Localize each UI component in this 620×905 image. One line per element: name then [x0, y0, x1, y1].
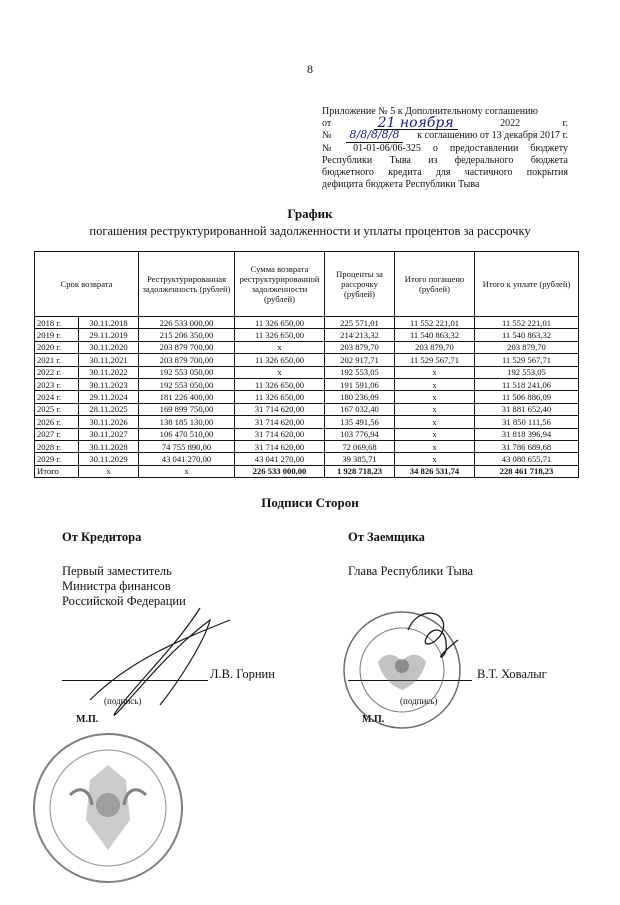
cell-interest: 72 069,68 — [325, 440, 395, 452]
cell-interest: 135 491,56 — [325, 416, 395, 428]
cell-total-payable: 31 786 689,68 — [475, 440, 579, 452]
row-year: 2019 г. — [35, 329, 79, 341]
cell-restructured-debt: 181 226 400,00 — [139, 391, 235, 403]
cell-repayment: 11 326 650,00 — [235, 329, 325, 341]
table-row — [35, 317, 579, 329]
appendix-block — [322, 106, 568, 191]
total-cell: 228 461 718,23 — [475, 465, 579, 477]
cell-repayment: х — [235, 341, 325, 353]
cell-total-payable: 11 518 241,06 — [475, 378, 579, 390]
creditor-position-line: Министра финансов — [62, 579, 171, 593]
header-restructured-debt: Реструктурированная задолженность (рублей) — [139, 252, 235, 317]
document-title: График — [287, 206, 333, 221]
cell-restructured-debt: 203 879 700,00 — [139, 341, 235, 353]
row-year: 2023 г. — [35, 378, 79, 390]
cell-repayment: 31 714 620,00 — [235, 403, 325, 415]
handwritten-date: 21 ноября — [374, 118, 458, 130]
creditor-seal-icon — [34, 734, 182, 882]
cell-repayment: х — [235, 366, 325, 378]
row-date: 30.11.2018 — [79, 317, 139, 329]
row-date: 30.11.2020 — [79, 341, 139, 353]
table-row — [35, 440, 579, 452]
cell-total-repaid: х — [395, 391, 475, 403]
table-header-row — [35, 252, 579, 317]
row-year: 2022 г. — [35, 366, 79, 378]
row-year: 2021 г. — [35, 354, 79, 366]
appendix-no-label: № — [322, 130, 332, 142]
cell-repayment: 11 326 650,00 — [235, 354, 325, 366]
cell-restructured-debt: 106 470 510,00 — [139, 428, 235, 440]
cell-total-payable: 43 080 655,71 — [475, 453, 579, 465]
total-cell: 226 533 000,00 — [235, 465, 325, 477]
cell-repayment: 31 714 620,00 — [235, 440, 325, 452]
header-interest: Проценты за рассрочку (рублей) — [325, 252, 395, 317]
creditor-signature-and-seal — [30, 580, 290, 900]
row-year: 2027 г. — [35, 428, 79, 440]
row-date: 30.11.2021 — [79, 354, 139, 366]
table-row — [35, 366, 579, 378]
total-cell: 34 826 531,74 — [395, 465, 475, 477]
cell-interest: 214 213,32 — [325, 329, 395, 341]
cell-restructured-debt: 215 206 350,00 — [139, 329, 235, 341]
cell-total-payable: 31 881 652,40 — [475, 403, 579, 415]
cell-total-payable: 192 553,05 — [475, 366, 579, 378]
table-row — [35, 416, 579, 428]
row-date: 30.11.2028 — [79, 440, 139, 452]
cell-total-repaid: х — [395, 440, 475, 452]
appendix-year: 2022 — [500, 118, 521, 130]
table-row — [35, 403, 579, 415]
cell-total-repaid: х — [395, 416, 475, 428]
row-year: 2025 г. — [35, 403, 79, 415]
cell-interest: 39 385,71 — [325, 453, 395, 465]
cell-total-repaid: 11 552 221,01 — [395, 317, 475, 329]
header-repayment-amount: Сумма возврата реструктурированной задолженности (рублей) — [235, 252, 325, 317]
row-date: 30.11.2029 — [79, 453, 139, 465]
total-label: Итого — [35, 465, 79, 477]
page-number: 8 — [307, 62, 313, 76]
cell-restructured-debt: 192 553 050,00 — [139, 366, 235, 378]
cell-total-repaid: 11 540 863,32 — [395, 329, 475, 341]
signatures-title: Подписи Сторон — [261, 495, 359, 510]
creditor-name: Л.В. Горнин — [210, 667, 275, 681]
table-total-row — [35, 465, 579, 477]
header-total-repaid: Итого погашено (рублей) — [395, 252, 475, 317]
cell-restructured-debt: 192 553 050,00 — [139, 378, 235, 390]
cell-total-repaid: х — [395, 378, 475, 390]
creditor-heading: От Кредитора — [62, 530, 142, 544]
row-date: 29.11.2019 — [79, 329, 139, 341]
appendix-to-agreement: к соглашению от 13 декабря 2017 г. — [417, 130, 568, 142]
debtor-signature-icon — [408, 613, 458, 657]
appendix-from-label: от — [322, 118, 332, 130]
row-date: 29.11.2024 — [79, 391, 139, 403]
debtor-position: Глава Республики Тыва — [348, 564, 474, 578]
debtor-stamp-label: М.П. — [362, 714, 385, 725]
row-year: 2028 г. — [35, 440, 79, 452]
row-date: 30.11.2023 — [79, 378, 139, 390]
cell-interest: 202 917,71 — [325, 354, 395, 366]
row-date: 30.11.2027 — [79, 428, 139, 440]
appendix-line5: Республики Тыва из федерального бюджета — [322, 154, 568, 166]
cell-total-payable: 31 818 396,94 — [475, 428, 579, 440]
debtor-signature-and-seal — [318, 600, 478, 730]
row-date: 28.11.2025 — [79, 403, 139, 415]
cell-interest: 203 879,70 — [325, 341, 395, 353]
row-year: 2020 г. — [35, 341, 79, 353]
cell-repayment: 31 714 620,00 — [235, 416, 325, 428]
cell-restructured-debt: 138 185 130,00 — [139, 416, 235, 428]
table-row — [35, 428, 579, 440]
creditor-position-line: Первый заместитель — [62, 564, 172, 578]
debtor-heading: От Заемщика — [348, 530, 425, 544]
header-due-date: Срок возврата — [35, 252, 139, 317]
appendix-line6: бюджетного кредита для частичного покрытия — [322, 167, 568, 179]
creditor-sign-hint: (подпись) — [104, 696, 142, 706]
appendix-number-row — [322, 130, 568, 142]
creditor-signature-icon — [90, 608, 230, 715]
cell-total-repaid: х — [395, 453, 475, 465]
cell-restructured-debt: 43 041 270,00 — [139, 453, 235, 465]
header-total-payable: Итого к уплате (рублей) — [475, 252, 579, 317]
row-date: 30.11.2022 — [79, 366, 139, 378]
row-date: 30.11.2026 — [79, 416, 139, 428]
total-cell: 1 928 718,23 — [325, 465, 395, 477]
cell-total-payable: 11 552 221,01 — [475, 317, 579, 329]
cell-repayment: 11 326 650,00 — [235, 391, 325, 403]
cell-restructured-debt: 169 899 750,00 — [139, 403, 235, 415]
repayment-schedule-table — [34, 251, 579, 478]
table-row — [35, 453, 579, 465]
cell-repayment: 31 714 620,00 — [235, 428, 325, 440]
creditor-stamp-label: М.П. — [76, 714, 99, 725]
cell-total-payable: 11 529 567,71 — [475, 354, 579, 366]
cell-interest: 180 236,09 — [325, 391, 395, 403]
row-year: 2026 г. — [35, 416, 79, 428]
total-cell: х — [79, 465, 139, 477]
creditor-position-line: Российской Федерации — [62, 594, 186, 608]
appendix-year-suffix: г. — [562, 118, 568, 130]
cell-restructured-debt: 226 533 000,00 — [139, 317, 235, 329]
table-row — [35, 329, 579, 341]
cell-repayment: 11 326 650,00 — [235, 378, 325, 390]
cell-interest: 225 571,01 — [325, 317, 395, 329]
cell-repayment: 43 041 270,00 — [235, 453, 325, 465]
debtor-sign-hint: (подпись) — [400, 696, 438, 706]
cell-total-payable: 11 506 886,09 — [475, 391, 579, 403]
cell-interest: 191 591,06 — [325, 378, 395, 390]
cell-total-payable: 11 540 863,32 — [475, 329, 579, 341]
row-year: 2018 г. — [35, 317, 79, 329]
cell-total-repaid: 203 879,70 — [395, 341, 475, 353]
row-year: 2024 г. — [35, 391, 79, 403]
handwritten-number: 8/8/8/8/8 — [346, 130, 404, 142]
table-row — [35, 378, 579, 390]
table-row — [35, 354, 579, 366]
cell-restructured-debt: 74 755 890,00 — [139, 440, 235, 452]
row-year: 2029 г. — [35, 453, 79, 465]
debtor-name: В.Т. Ховалыг — [477, 667, 547, 681]
appendix-line1: Приложение № 5 к Дополнительному соглашению — [322, 106, 538, 117]
appendix-line7: дефицита бюджета Республики Тыва — [322, 179, 480, 191]
cell-total-payable: 203 879,70 — [475, 341, 579, 353]
cell-interest: 103 776,94 — [325, 428, 395, 440]
table-row — [35, 341, 579, 353]
cell-restructured-debt: 203 879 700,00 — [139, 354, 235, 366]
cell-total-repaid: х — [395, 428, 475, 440]
cell-interest: 167 032,40 — [325, 403, 395, 415]
document-subtitle: погашения реструктурированной задолженности и уплаты процентов за рассрочку — [89, 224, 531, 238]
cell-total-repaid: х — [395, 403, 475, 415]
cell-total-payable: 31 850 111,56 — [475, 416, 579, 428]
total-cell: х — [139, 465, 235, 477]
cell-total-repaid: х — [395, 366, 475, 378]
appendix-line4: № 01-01-06/06-325 о предоставлении бюджету — [322, 142, 568, 154]
cell-total-repaid: 11 529 567,71 — [395, 354, 475, 366]
cell-repayment: 11 326 650,00 — [235, 317, 325, 329]
table-row — [35, 391, 579, 403]
cell-interest: 192 553,05 — [325, 366, 395, 378]
